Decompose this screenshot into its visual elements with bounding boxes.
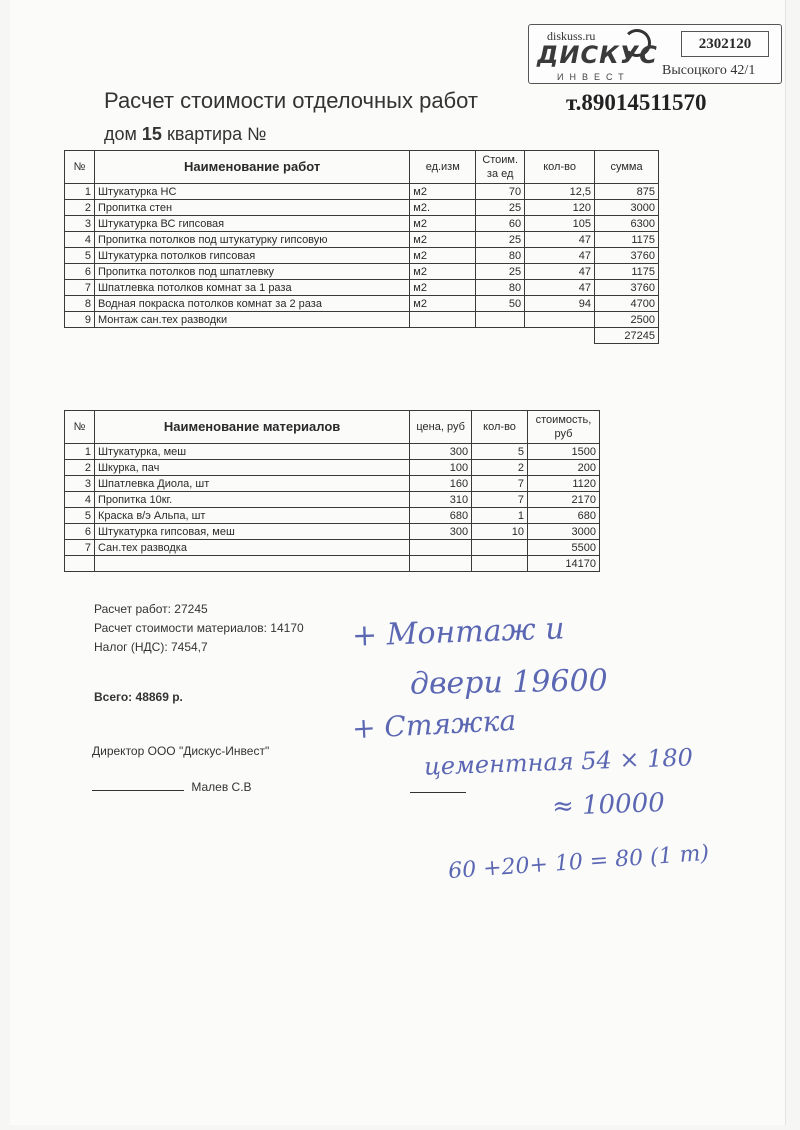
material-cost: 5500 bbox=[527, 540, 599, 556]
work-unit-price: 25 bbox=[476, 264, 525, 280]
col-header-unit-price: Стоим. за ед bbox=[476, 151, 525, 184]
col-header-sum: сумма bbox=[595, 151, 659, 184]
works-row bbox=[65, 312, 659, 328]
material-name: Пропитка 10кг. bbox=[94, 492, 409, 508]
work-unit: м2 bbox=[410, 248, 476, 264]
work-quantity: 47 bbox=[525, 264, 595, 280]
col-header-quantity: кол-во bbox=[472, 411, 528, 444]
work-name: Штукатурка ВС гипсовая bbox=[94, 216, 409, 232]
row-number: 7 bbox=[65, 540, 95, 556]
material-name: Штукатурка гипсовая, меш bbox=[94, 524, 409, 540]
work-name: Монтаж сан.тех разводки bbox=[94, 312, 409, 328]
work-sum: 4700 bbox=[595, 296, 659, 312]
works-row bbox=[65, 248, 659, 264]
work-unit-price: 25 bbox=[476, 232, 525, 248]
material-cost: 2170 bbox=[527, 492, 599, 508]
tax-summary: Налог (НДС): 7454,7 bbox=[94, 640, 208, 654]
work-sum: 1175 bbox=[595, 232, 659, 248]
materials-header-row bbox=[65, 411, 600, 444]
row-number: 4 bbox=[65, 232, 95, 248]
row-number: 3 bbox=[65, 216, 95, 232]
work-sum: 1175 bbox=[595, 264, 659, 280]
materials-row bbox=[65, 492, 600, 508]
works-row bbox=[65, 280, 659, 296]
works-row bbox=[65, 200, 659, 216]
subtitle-prefix: дом bbox=[104, 124, 137, 144]
works-row bbox=[65, 296, 659, 312]
row-number: 3 bbox=[65, 476, 95, 492]
row-number: 1 bbox=[65, 444, 95, 460]
material-price: 300 bbox=[410, 444, 472, 460]
work-unit: м2 bbox=[410, 264, 476, 280]
stamp-logo-sub: ИНВЕСТ bbox=[557, 72, 630, 82]
work-unit: м2 bbox=[410, 232, 476, 248]
material-cost: 1500 bbox=[527, 444, 599, 460]
work-sum: 875 bbox=[595, 184, 659, 200]
material-price: 100 bbox=[410, 460, 472, 476]
row-number: 8 bbox=[65, 296, 95, 312]
work-unit: м2 bbox=[410, 184, 476, 200]
row-number: 2 bbox=[65, 460, 95, 476]
work-name: Штукатурка НС bbox=[94, 184, 409, 200]
col-header-unit: ед.изм bbox=[410, 151, 476, 184]
work-quantity: 105 bbox=[525, 216, 595, 232]
handwritten-note-2: двери 19600 bbox=[409, 663, 609, 702]
handwritten-note-3: + Стяжка bbox=[351, 703, 517, 746]
director-title: Директор ООО "Дискус-Инвест" bbox=[92, 744, 270, 758]
house-number: 15 bbox=[141, 124, 162, 144]
row-number: 9 bbox=[65, 312, 95, 328]
phone-number: т.89014511570 bbox=[566, 90, 707, 115]
handwritten-note-4: цементная 54 × 180 bbox=[423, 743, 694, 781]
works-row bbox=[65, 216, 659, 232]
work-unit-price: 80 bbox=[476, 280, 525, 296]
material-price: 160 bbox=[410, 476, 472, 492]
work-sum: 2500 bbox=[595, 312, 659, 328]
materials-row bbox=[65, 540, 600, 556]
second-signature-blank bbox=[410, 792, 466, 793]
stamp-logo: ДИСКУС bbox=[537, 41, 658, 69]
work-quantity bbox=[525, 312, 595, 328]
stamp-code: 2302120 bbox=[681, 31, 769, 57]
materials-total: 14170 bbox=[527, 556, 599, 572]
work-name: Водная покраска потолков комнат за 2 раза bbox=[94, 296, 409, 312]
work-quantity: 94 bbox=[525, 296, 595, 312]
material-cost: 3000 bbox=[527, 524, 599, 540]
signer-name: Малев С.В bbox=[191, 780, 252, 794]
work-unit-price: 50 bbox=[476, 296, 525, 312]
material-cost: 680 bbox=[527, 508, 599, 524]
work-name: Пропитка стен bbox=[94, 200, 409, 216]
work-unit: м2 bbox=[410, 296, 476, 312]
works-total: 27245 bbox=[595, 328, 659, 344]
works-row bbox=[65, 264, 659, 280]
material-quantity: 7 bbox=[472, 492, 528, 508]
material-price: 680 bbox=[410, 508, 472, 524]
materials-row bbox=[65, 476, 600, 492]
work-unit-price bbox=[476, 312, 525, 328]
works-table bbox=[64, 150, 659, 344]
works-summary: Расчет работ: 27245 bbox=[94, 602, 208, 616]
col-header-material-name: Наименование материалов bbox=[94, 411, 409, 444]
handwritten-note-6: 60 +20+ 10 = 80 (1 т) bbox=[447, 840, 710, 885]
work-unit-price: 70 bbox=[476, 184, 525, 200]
col-header-work-name: Наименование работ bbox=[94, 151, 409, 184]
material-quantity: 7 bbox=[472, 476, 528, 492]
work-quantity: 47 bbox=[525, 248, 595, 264]
work-unit: м2 bbox=[410, 280, 476, 296]
row-number: 4 bbox=[65, 492, 95, 508]
work-unit: м2. bbox=[410, 200, 476, 216]
company-stamp bbox=[528, 24, 782, 84]
col-header-cost: стоимость, руб bbox=[527, 411, 599, 444]
col-header-number: № bbox=[65, 411, 95, 444]
material-name: Шкурка, пач bbox=[94, 460, 409, 476]
material-quantity: 5 bbox=[472, 444, 528, 460]
material-name: Шпатлевка Диола, шт bbox=[94, 476, 409, 492]
signature-blank bbox=[92, 790, 184, 791]
materials-row bbox=[65, 444, 600, 460]
col-header-price: цена, руб bbox=[410, 411, 472, 444]
row-number: 2 bbox=[65, 200, 95, 216]
materials-row bbox=[65, 508, 600, 524]
material-name: Сан.тех разводка bbox=[94, 540, 409, 556]
material-quantity: 2 bbox=[472, 460, 528, 476]
work-unit-price: 80 bbox=[476, 248, 525, 264]
work-unit bbox=[410, 312, 476, 328]
row-number: 5 bbox=[65, 248, 95, 264]
works-header-row bbox=[65, 151, 659, 184]
col-header-quantity: кол-во bbox=[525, 151, 595, 184]
work-name: Шпатлевка потолков комнат за 1 раза bbox=[94, 280, 409, 296]
works-total-row bbox=[65, 328, 659, 344]
work-sum: 3000 bbox=[595, 200, 659, 216]
material-cost: 200 bbox=[527, 460, 599, 476]
work-name: Пропитка потолков под штукатурку гипсовую bbox=[94, 232, 409, 248]
materials-row bbox=[65, 524, 600, 540]
work-unit: м2 bbox=[410, 216, 476, 232]
row-number: 6 bbox=[65, 524, 95, 540]
grand-total: Всего: 48869 р. bbox=[94, 690, 183, 704]
material-price: 300 bbox=[410, 524, 472, 540]
work-sum: 3760 bbox=[595, 248, 659, 264]
work-name: Штукатурка потолков гипсовая bbox=[94, 248, 409, 264]
subtitle-suffix: квартира № bbox=[166, 124, 267, 144]
material-cost: 1120 bbox=[527, 476, 599, 492]
work-quantity: 47 bbox=[525, 280, 595, 296]
work-quantity: 12,5 bbox=[525, 184, 595, 200]
handwritten-note-5: ≈ 10000 bbox=[551, 788, 666, 822]
material-name: Краска в/э Альпа, шт bbox=[94, 508, 409, 524]
material-quantity: 10 bbox=[472, 524, 528, 540]
material-quantity: 1 bbox=[472, 508, 528, 524]
signature-line bbox=[92, 780, 252, 794]
row-number: 6 bbox=[65, 264, 95, 280]
material-price: 310 bbox=[410, 492, 472, 508]
document-subtitle bbox=[104, 124, 266, 145]
materials-summary: Расчет стоимости материалов: 14170 bbox=[94, 621, 304, 635]
works-row bbox=[65, 184, 659, 200]
material-name: Штукатурка, меш bbox=[94, 444, 409, 460]
col-header-number: № bbox=[65, 151, 95, 184]
material-price bbox=[410, 540, 472, 556]
work-name: Пропитка потолков под шпатлевку bbox=[94, 264, 409, 280]
stamp-address: Высоцкого 42/1 bbox=[662, 63, 756, 78]
document-title: Расчет стоимости отделочных работ bbox=[104, 88, 478, 113]
handwritten-note-1: + Монтаж и bbox=[351, 611, 566, 654]
materials-row bbox=[65, 460, 600, 476]
stamp-website: diskuss.ru bbox=[547, 29, 596, 43]
row-number: 5 bbox=[65, 508, 95, 524]
work-unit-price: 60 bbox=[476, 216, 525, 232]
work-quantity: 47 bbox=[525, 232, 595, 248]
work-sum: 3760 bbox=[595, 280, 659, 296]
work-sum: 6300 bbox=[595, 216, 659, 232]
row-number: 1 bbox=[65, 184, 95, 200]
work-quantity: 120 bbox=[525, 200, 595, 216]
materials-total-row bbox=[65, 556, 600, 572]
row-number: 7 bbox=[65, 280, 95, 296]
work-unit-price: 25 bbox=[476, 200, 525, 216]
material-quantity bbox=[472, 540, 528, 556]
materials-table bbox=[64, 410, 600, 572]
works-row bbox=[65, 232, 659, 248]
